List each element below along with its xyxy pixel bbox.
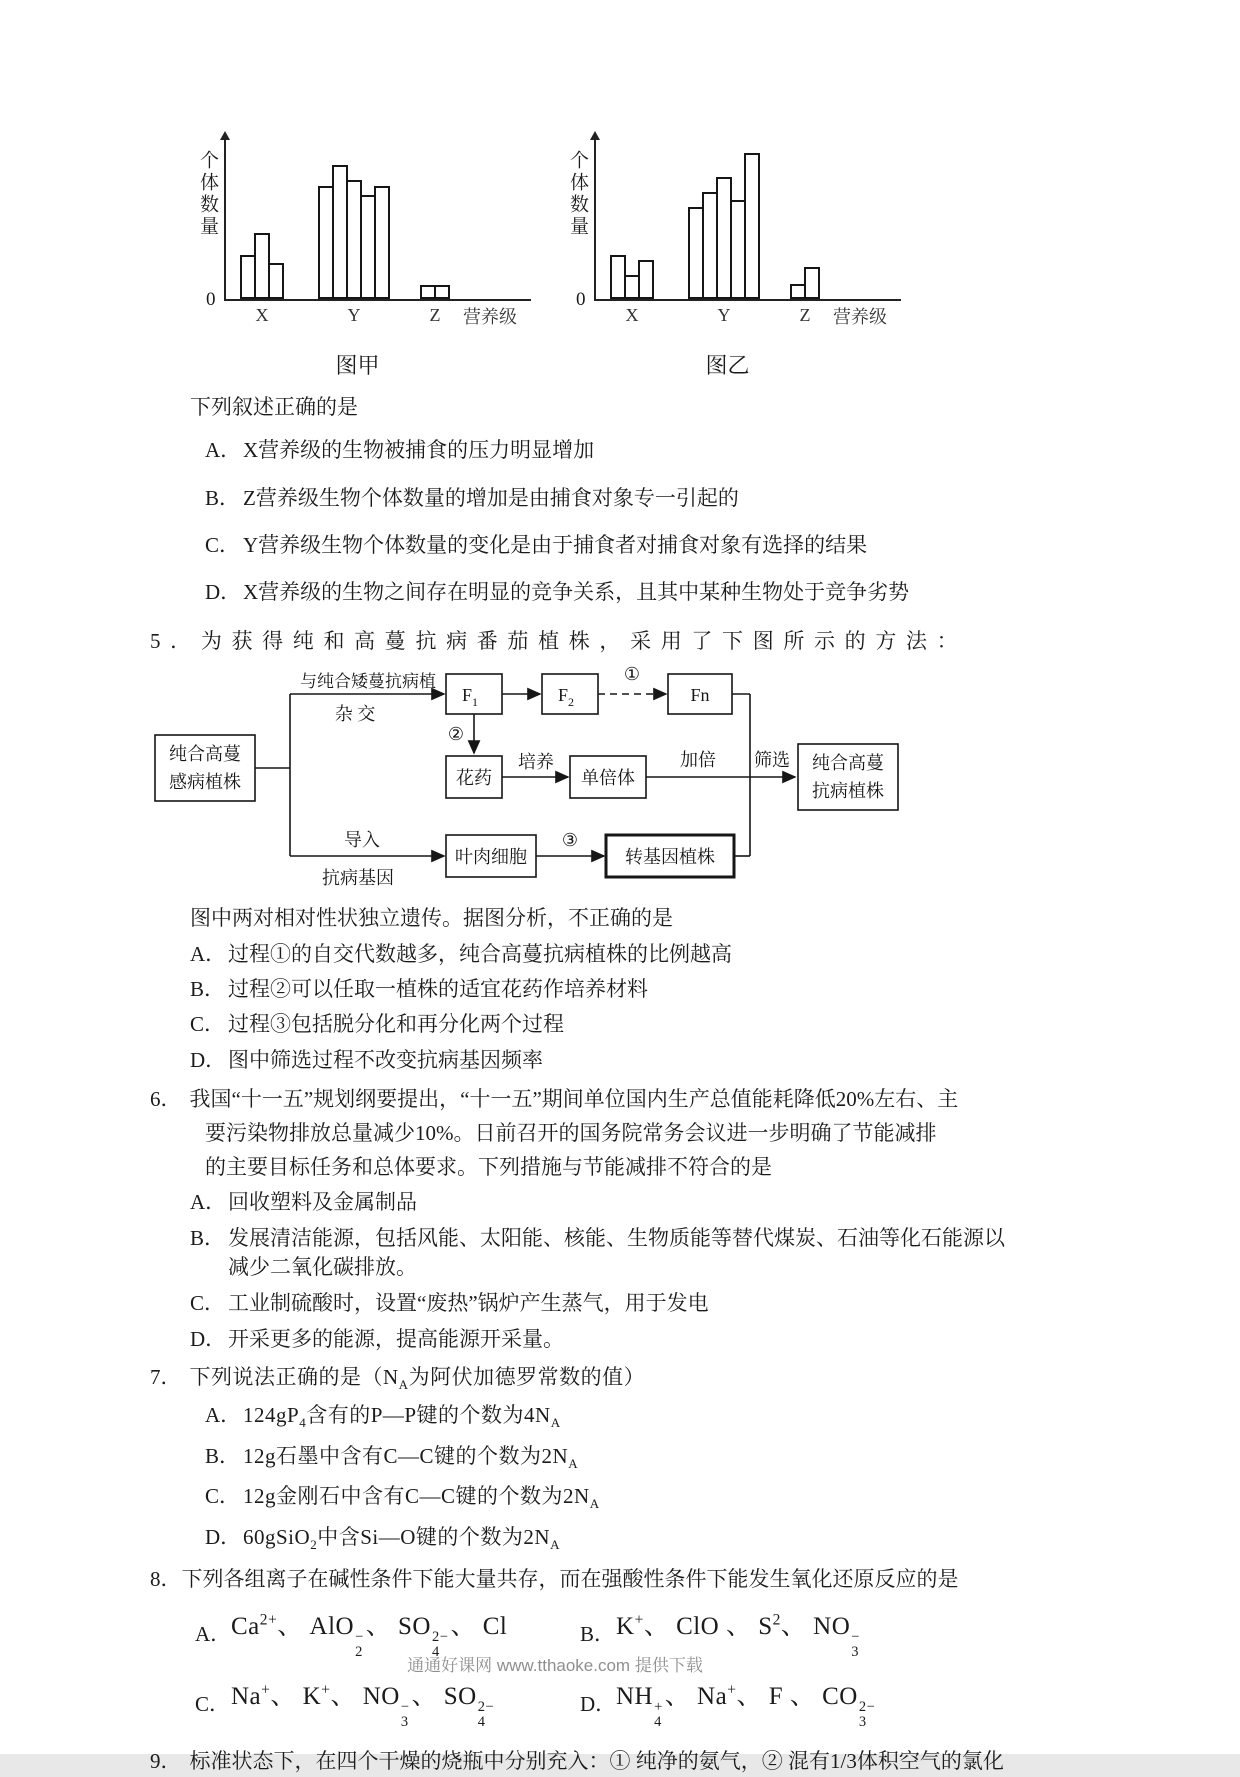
option-text: 发展清洁能源，包括风能、太阳能、核能、生物质能等替代煤炭、石油等化石能源以 减少二氧化碳排放。 — [228, 1226, 1005, 1279]
y-axis-label: 个体数量 — [567, 150, 588, 238]
option-a — [190, 1188, 1110, 1216]
bar-group-Z — [790, 267, 820, 325]
label-screen: 筛选 — [754, 750, 790, 771]
option-text: 过程③包括脱分化和再分化两个过程 — [228, 1012, 564, 1037]
ion-group: K+、 ClO 、 $S^2$、 NO − 3 — [616, 1611, 860, 1661]
box-source-line2: 感病植株 — [169, 772, 241, 793]
x-tick-label: Y — [717, 305, 731, 325]
q6-options — [150, 1188, 1110, 1354]
label-cross-bottom: 杂 交 — [334, 704, 376, 725]
option-label: A． — [195, 1622, 232, 1647]
q6-line1: 6． 我国“十一五”规划纲要提出，“十一五”期间单位国内生产总值能耗降低20%左右、主 — [150, 1087, 959, 1112]
ion-group: $Ca^{2+}$、 AlO − 2 、 SO 2− 4 、 Cl — [231, 1611, 508, 1661]
x-tick-label: Z — [429, 305, 441, 325]
label-step2: ② — [447, 724, 464, 745]
q6-line2: 要污染物排放总量减少10%。日前召开的国务院常务会议进一步明确了节能减排 — [205, 1121, 937, 1146]
ion-group: NH + 4 、 Na+、 F 、 CO 2− 3 — [616, 1681, 876, 1730]
label-cross-top: 与纯合矮蔓抗病植 — [300, 672, 436, 692]
option-c — [190, 1289, 1110, 1317]
option-c — [195, 1676, 580, 1730]
ion-row-2 — [150, 1676, 1110, 1730]
option-label: B． — [190, 977, 226, 1002]
label-step3: ③ — [561, 830, 579, 851]
option-b — [190, 1224, 1110, 1281]
option-label: D． — [190, 1327, 227, 1352]
option-text: 过程①的自交代数越多，纯合高蔓抗病植株的比例越高 — [228, 941, 732, 966]
x-tick-label: X — [255, 305, 269, 325]
x-axis-label: 营养级 — [463, 307, 517, 327]
q5-options — [150, 940, 1110, 1074]
option-a — [190, 940, 1110, 968]
option-text: 回收塑料及金属制品 — [228, 1190, 417, 1215]
chart-jia-wrap — [180, 126, 535, 380]
chart-yi-wrap — [550, 126, 905, 380]
option-c — [205, 531, 1110, 559]
q7-stem-text: 下列说法正确的是（$N_A$为阿伏加德罗常数的值） — [189, 1364, 646, 1393]
option-d — [190, 1325, 1110, 1353]
box-result-line1: 纯合高蔓 — [812, 753, 884, 774]
option-a — [205, 1401, 1110, 1432]
option-label: D． — [205, 1525, 242, 1550]
box-f1-label: $F_1$ — [461, 685, 479, 710]
option-label: C． — [205, 1484, 241, 1509]
option-label: C． — [205, 533, 241, 558]
option-text: $124gP_4$含有的P—P键的个数为$4N_A$ — [243, 1402, 561, 1431]
option-text: 开采更多的能源，提高能源开采量。 — [228, 1327, 564, 1352]
q6-line3: 的主要目标任务和总体要求。下列措施与节能减排不符合的是 — [205, 1155, 772, 1180]
origin-label: 0 — [576, 289, 586, 310]
bar — [268, 263, 284, 299]
label-import-bottom: 抗病基因 — [322, 868, 394, 889]
label-step1: ① — [623, 664, 641, 685]
option-c — [205, 1482, 1110, 1513]
label-import-top: 导入 — [344, 830, 380, 851]
bar — [744, 153, 760, 299]
bar-chart-yi — [550, 126, 905, 341]
box-fn-label: Fn — [690, 685, 710, 706]
option-label: C． — [190, 1012, 226, 1037]
option-label: A． — [205, 438, 242, 463]
option-b — [190, 975, 1110, 1003]
option-d — [190, 1046, 1110, 1074]
page-content — [150, 126, 1110, 1777]
option-a — [205, 436, 1110, 464]
option-d — [580, 1676, 965, 1730]
x-tick-label: Z — [799, 305, 811, 325]
q8-stem: 8．下列各组离子在碱性条件下能大量共存，而在强酸性条件下能发生氧化还原反应的是 — [150, 1566, 959, 1591]
option-text: 图中筛选过程不改变抗病基因频率 — [228, 1047, 543, 1072]
bar — [434, 285, 450, 299]
label-culture: 培养 — [518, 752, 554, 773]
option-label: B． — [580, 1622, 616, 1647]
box-mesophyll-label: 叶肉细胞 — [455, 847, 527, 868]
option-c — [190, 1010, 1110, 1038]
q4-options — [150, 436, 1110, 606]
x-tick-label: Y — [347, 305, 361, 325]
option-label: D． — [580, 1692, 617, 1717]
option-text: 过程②可以任取一植株的适宜花药作培养材料 — [228, 977, 648, 1002]
option-label: A． — [190, 1190, 227, 1215]
box-f2-label: $F_2$ — [557, 685, 575, 710]
q7-options — [150, 1401, 1110, 1554]
option-label: B． — [190, 1226, 226, 1251]
box-anther-label: 花药 — [456, 768, 492, 789]
option-text: 60gSiO$_2$中含Si—O键的个数为$2N_A$ — [243, 1525, 560, 1553]
label-double: 加倍 — [680, 750, 716, 771]
option-label: C． — [190, 1291, 226, 1316]
option-d — [205, 578, 1110, 606]
question-number: 5． — [150, 628, 201, 653]
x-axis-label: 营养级 — [833, 307, 887, 327]
q4-stem: 下列叙述正确的是 — [190, 395, 358, 419]
bar — [638, 260, 654, 299]
option-label: A． — [190, 941, 227, 966]
option-label: D． — [190, 1047, 227, 1072]
x-tick-label: X — [625, 305, 639, 325]
bar — [804, 267, 820, 299]
bar-group-Z — [420, 285, 450, 325]
q5-analysis: 图中两对相对性状独立遗传。据图分析，不正确的是 — [190, 906, 673, 931]
option-label: A． — [205, 1402, 242, 1427]
bar-group-Y — [318, 165, 390, 325]
bar — [374, 186, 390, 299]
q6-stem — [150, 1082, 1110, 1184]
bar-group-X — [610, 255, 654, 325]
question-number: 7． — [150, 1364, 182, 1389]
q9-stem: 9． 标准状态下，在四个干燥的烧瓶中分别充入：① 纯净的氨气，② 混有1/3体积空气的氯化 — [150, 1749, 1004, 1774]
question-number: 9． — [150, 1749, 182, 1774]
origin-label: 0 — [206, 289, 216, 310]
box-transgenic-label: 转基因植株 — [625, 847, 715, 868]
box-result-line2: 抗病植株 — [812, 781, 884, 802]
option-text: 12g金刚石中含有C—C键的个数为$2N_A$ — [243, 1484, 600, 1512]
box-source-line1: 纯合高蔓 — [169, 744, 241, 765]
ion-group: Na+、 K+、 NO − 3 、 SO 2− 4 — [231, 1681, 495, 1730]
bar-group-X — [240, 233, 284, 325]
option-text: Y营养级生物个体数量的变化是由于捕食者对捕食对象有选择的结果 — [243, 533, 868, 558]
option-b — [205, 484, 1110, 512]
bar-chart-jia — [180, 126, 535, 341]
option-b — [205, 1442, 1110, 1473]
breeding-flow-diagram — [150, 660, 910, 895]
option-label: B． — [205, 485, 241, 510]
option-text: X营养级的生物之间存在明显的竞争关系，且其中某种生物处于竞争劣势 — [243, 580, 910, 605]
option-d — [205, 1523, 1110, 1554]
q5-stem: 5．为获得纯和高蔓抗病番茄植株，采用了下图所示的方法： — [150, 628, 968, 653]
box-haploid-label: 单倍体 — [581, 768, 635, 789]
x-axis — [224, 299, 531, 301]
option-text: 12g石墨中含有C—C键的个数为$2N_A$ — [243, 1443, 579, 1471]
question-number: 6． — [150, 1087, 182, 1112]
option-label: D． — [205, 580, 242, 605]
q7-stem — [150, 1362, 1110, 1395]
x-axis — [594, 299, 901, 301]
chart-caption: 图乙 — [705, 353, 750, 378]
option-label: C． — [195, 1692, 231, 1717]
option-text: X营养级的生物被捕食的压力明显增加 — [243, 438, 595, 463]
y-axis-label: 个体数量 — [197, 150, 218, 238]
question-number: 8． — [150, 1566, 182, 1591]
bar-group-Y — [688, 153, 760, 325]
chart-caption: 图甲 — [335, 353, 380, 378]
footer-watermark: 通通好课网 www.tthaoke.com 提供下载 — [407, 1656, 703, 1675]
charts-row — [180, 126, 1110, 380]
option-label: B． — [205, 1443, 241, 1468]
option-text: Z营养级生物个体数量的增加是由捕食对象专一引起的 — [243, 485, 739, 510]
option-text: 工业制硫酸时，设置“废热”锅炉产生蒸气，用于发电 — [228, 1291, 709, 1316]
